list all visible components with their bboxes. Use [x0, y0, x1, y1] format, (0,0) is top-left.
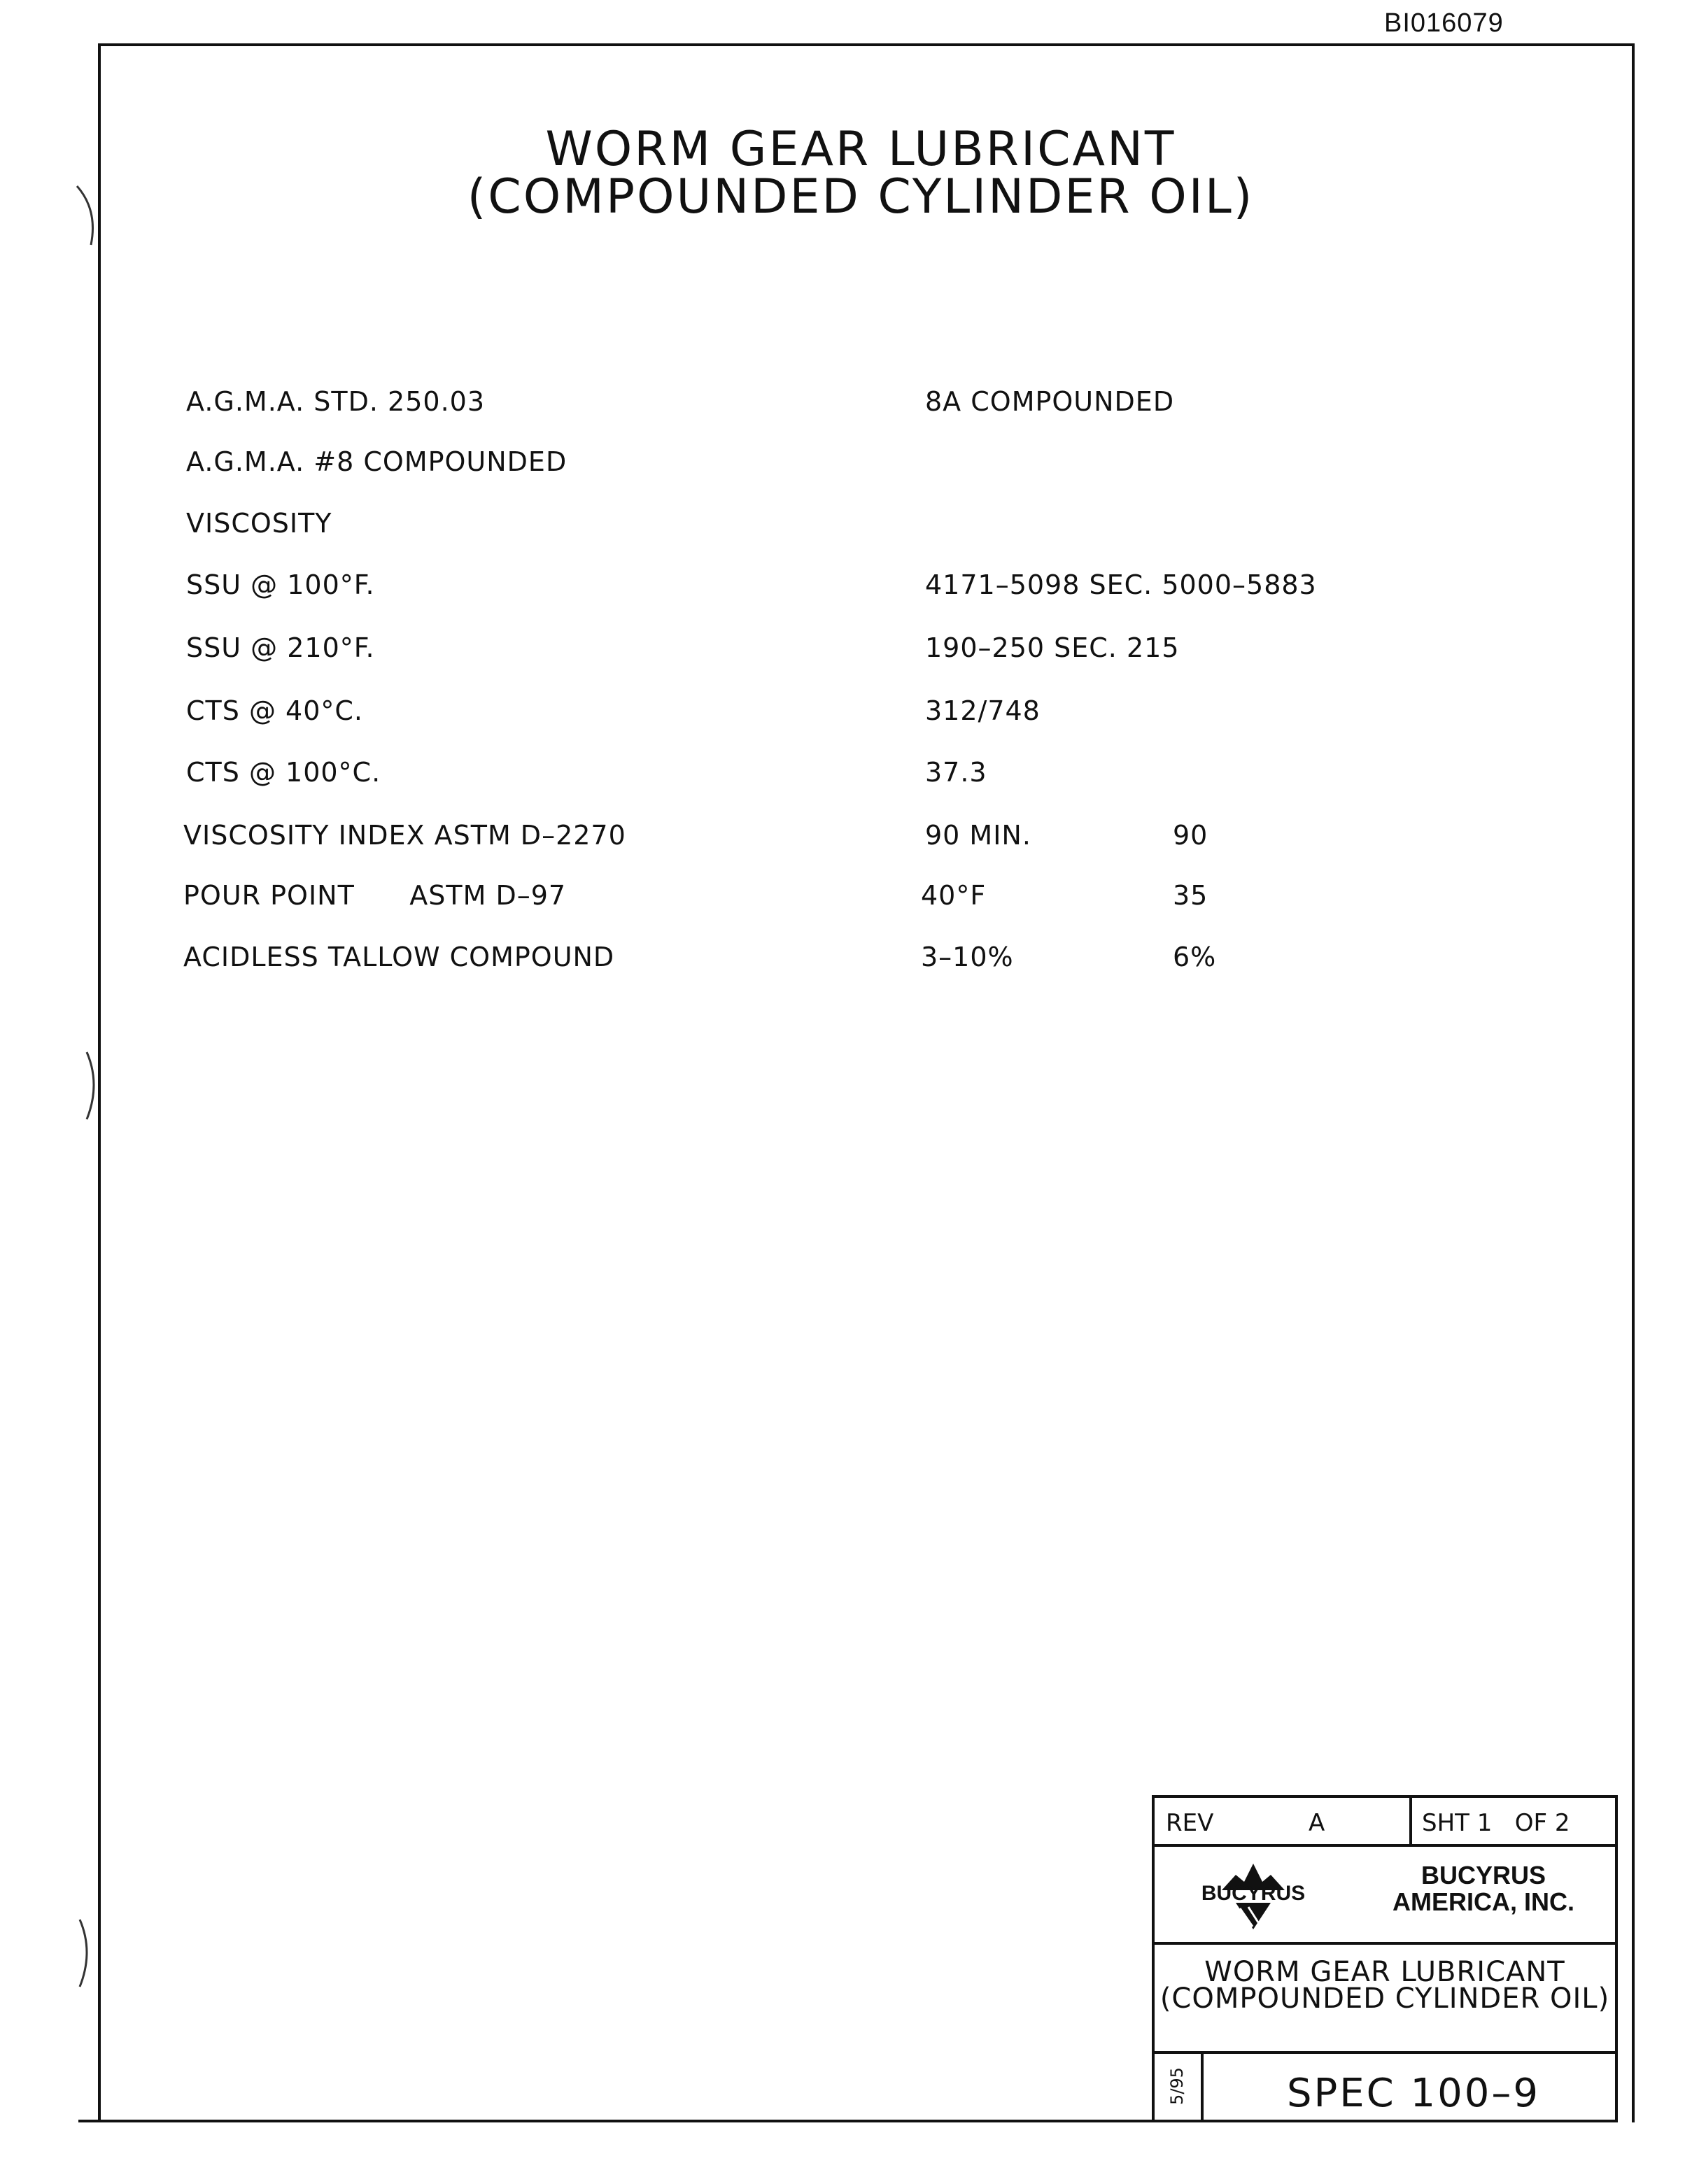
spec-label: CTS @ 40°C. [186, 695, 363, 726]
revision-date-text: 5/95 [1167, 2067, 1187, 2105]
spec-label: SSU @ 100°F. [186, 569, 375, 600]
title-block-title-line-1: WORM GEAR LUBRICANT [1204, 1956, 1565, 1988]
spec-typical: 6% [1173, 942, 1217, 972]
spec-label: VISCOSITY INDEX ASTM D–2270 [183, 820, 626, 851]
title-block-divider [1155, 1942, 1615, 1945]
spec-value: 90 MIN. [925, 820, 1031, 851]
title-block-divider [1155, 1844, 1615, 1847]
revision-date [1160, 2058, 1195, 2114]
title-block-divider [1409, 1798, 1412, 1844]
sheet-number: SHT 1 OF 2 [1422, 1809, 1570, 1837]
title-block-divider [1155, 2051, 1615, 2054]
spec-number: SPEC 100–9 [1286, 2071, 1541, 2116]
spec-label: A.G.M.A. STD. 250.03 [186, 386, 485, 417]
title-block-divider [1201, 2051, 1204, 2120]
binder-hole-mark-top [70, 182, 105, 252]
company-name-line-2: AMERICA, INC. [1393, 1887, 1574, 1916]
company-name [1393, 1862, 1574, 1915]
spec-value: 3–10% [921, 942, 1014, 972]
document-id: BI016079 [1384, 8, 1504, 38]
rev-label: REV [1166, 1809, 1214, 1837]
spec-label: VISCOSITY [186, 508, 332, 539]
binder-hole-mark-middle [77, 1049, 105, 1126]
spec-value: 190–250 SEC. 215 [925, 632, 1180, 663]
spec-label: ACIDLESS TALLOW COMPOUND [183, 942, 615, 972]
spec-value: 37.3 [925, 757, 987, 788]
company-name-line-1: BUCYRUS [1420, 1861, 1546, 1889]
spec-typical: 90 [1173, 820, 1208, 851]
spec-typical: 35 [1173, 880, 1208, 911]
spec-label: SSU @ 210°F. [186, 632, 375, 663]
document-title-line-1: WORM GEAR LUBRICANT [545, 122, 1176, 177]
spec-value: 40°F [921, 880, 987, 911]
bucyrus-logo [1180, 1854, 1327, 1938]
binder-hole-mark-bottom [70, 1917, 98, 1994]
title-block-title-line-2: (COMPOUNDED CYLINDER OIL) [1159, 1983, 1610, 2015]
bucyrus-logo-text: BUCYRUS [1201, 1882, 1306, 1905]
spec-value: 4171–5098 SEC. 5000–5883 [925, 569, 1317, 600]
rev-value: A [1309, 1809, 1325, 1837]
spec-value: 8A COMPOUNDED [925, 386, 1175, 417]
spec-label: POUR POINT ASTM D–97 [183, 880, 567, 911]
document-title-line-2: (COMPOUNDED CYLINDER OIL) [467, 169, 1255, 225]
spec-label: CTS @ 100°C. [186, 757, 381, 788]
spec-label: A.G.M.A. #8 COMPOUNDED [186, 446, 567, 477]
spec-value: 312/748 [925, 695, 1041, 726]
title-block-title [1155, 1956, 1615, 2015]
title-block [1152, 1795, 1618, 2122]
